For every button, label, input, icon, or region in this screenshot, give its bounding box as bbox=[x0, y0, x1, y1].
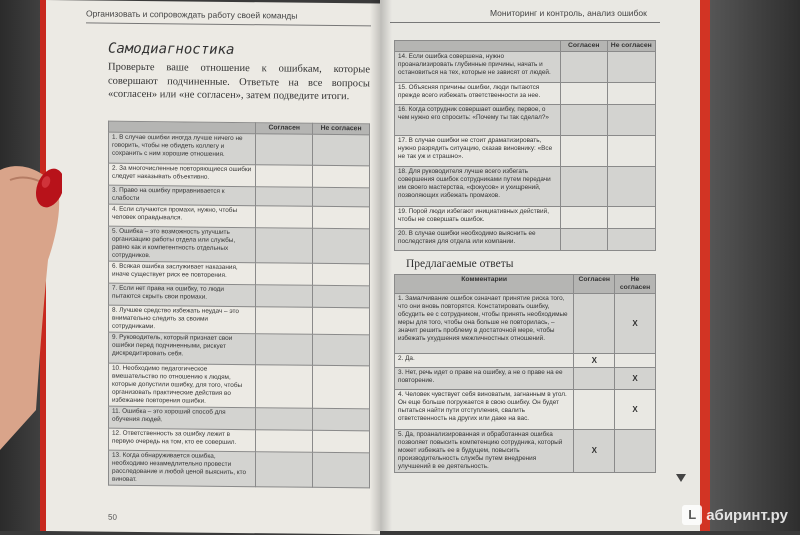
answer-cell bbox=[313, 165, 370, 188]
left-page bbox=[46, 0, 380, 534]
answer-cell bbox=[313, 263, 370, 286]
suggested-answers-table bbox=[394, 274, 656, 473]
left-running-head: Организовать и сопровождать работу своей команды bbox=[86, 8, 298, 21]
answer-cell bbox=[560, 167, 607, 207]
watermark-text: абиринт.ру bbox=[706, 506, 788, 524]
book-gutter-shadow bbox=[370, 0, 392, 531]
table-header-agree: Согласен bbox=[560, 41, 607, 52]
answer-cell bbox=[607, 167, 655, 207]
answers-header-comment: Комментарии bbox=[395, 275, 574, 294]
hand-palm bbox=[0, 166, 59, 450]
answer-disagree-mark bbox=[615, 354, 656, 368]
labirint-watermark bbox=[682, 505, 788, 525]
table-row: 9. Руководитель, который признает свои ошибки перед подчиненными, рискует дискредитировать себя. bbox=[109, 332, 256, 365]
answer-cell bbox=[256, 430, 313, 453]
table-header-question bbox=[395, 41, 561, 52]
answer-agree-mark: X bbox=[574, 430, 615, 473]
table-row: 1. В случае ошибки иногда лучше ничего не говорить, чтобы не обидеть коллегу и сохранить с ним хорошие отношения. bbox=[109, 132, 256, 165]
table-row: 17. В случае ошибки не стоит драматизировать, нужно разрядить ситуацию, сказав виновнику: «Все не так уж и страшно». bbox=[395, 136, 561, 167]
left-intro-text: Проверьте ваше отношение к ошибкам, которые совершают подчиненные. Ответьте на все вопросы «согласен» или «не согласен», затем подведите итоги. bbox=[108, 61, 370, 103]
answer-agree-mark: X bbox=[574, 354, 615, 368]
right-running-head: Мониторинг и контроль, анализ ошибок bbox=[490, 8, 647, 18]
answer-cell bbox=[313, 206, 370, 229]
answer-disagree-mark: X bbox=[615, 390, 656, 430]
answer-cell bbox=[607, 52, 655, 83]
answer-cell bbox=[256, 452, 313, 488]
answer-cell bbox=[256, 307, 313, 335]
answer-cell bbox=[313, 134, 370, 166]
table-row: 10. Необходимо педагогическое вмешательство по отношению к людям, которые допустили ошибку, для того, чтобы организовать практические действия во избежание повторения ошибки. bbox=[109, 363, 256, 408]
right-page bbox=[380, 0, 700, 531]
answer-cell bbox=[560, 207, 607, 229]
answer-disagree-mark: X bbox=[615, 368, 656, 390]
answer-cell bbox=[313, 430, 370, 453]
answer-cell bbox=[560, 229, 607, 251]
hand-image bbox=[0, 150, 62, 450]
answer-cell bbox=[313, 408, 370, 431]
answer-cell bbox=[313, 228, 370, 264]
answer-agree-mark bbox=[574, 368, 615, 390]
answer-cell bbox=[256, 334, 313, 366]
left-header-rule bbox=[86, 22, 371, 26]
answer-cell bbox=[313, 187, 370, 207]
answer-cell bbox=[256, 165, 313, 188]
table-header-disagree: Не согласен bbox=[313, 123, 370, 135]
answer-cell bbox=[560, 105, 607, 136]
table-row: 12. Ответственность за ошибку лежит в первую очередь на том, кто ее совершил. bbox=[109, 428, 256, 452]
table-row: 4. Если случаются промахи, нужно, чтобы человек оправдывался. bbox=[109, 204, 256, 228]
labirint-logo-icon: L bbox=[682, 505, 702, 525]
table-row: 20. В случае ошибки необходимо выяснить ее последствия для отдела или компании. bbox=[395, 229, 561, 251]
answer-row: 3. Нет, речь идет о праве на ошибку, а не о праве на ее повторение. bbox=[395, 368, 574, 390]
answer-row: 4. Человек чувствует себя виноватым, загнанным в угол. Он еще больше погружается в свою ошибку. Он будет пытаться найти пути отступления, свалить ответственность на других или даже на вас. bbox=[395, 390, 574, 430]
answer-cell bbox=[313, 307, 370, 335]
self-diagnostics-table-continued bbox=[394, 40, 656, 251]
answer-cell bbox=[256, 206, 313, 229]
table-row: 18. Для руководителя лучше всего избегать совершения ошибок сотрудниками путем передачи им своего мастерства, «фокусов» и ухищрений, позволяющих избежать промахов. bbox=[395, 167, 561, 207]
answer-row: 2. Да. bbox=[395, 354, 574, 368]
table-row: 2. За многочисленные повторяющиеся ошибки следует наказывать объективно. bbox=[109, 163, 256, 187]
answer-disagree-mark: X bbox=[615, 294, 656, 354]
answer-disagree-mark bbox=[615, 430, 656, 473]
answers-title: Предлагаемые ответы bbox=[406, 258, 514, 270]
table-row: 19. Порой люди избегают инициативных действий, чтобы не совершать ошибок. bbox=[395, 207, 561, 229]
table-row: 3. Право на ошибку приравнивается к слабости bbox=[109, 185, 256, 206]
answers-header-disagree: Не согласен bbox=[615, 275, 656, 294]
answer-agree-mark bbox=[574, 294, 615, 354]
table-row: 7. Если нет права на ошибку, то люди пытаются скрыть свои промахи. bbox=[109, 283, 256, 307]
answer-cell bbox=[256, 365, 313, 409]
answer-agree-mark bbox=[574, 390, 615, 430]
table-row: 14. Если ошибка совершена, нужно проанализировать глубинные причины, начать и остановиться на тех, которые не зависят от людей. bbox=[395, 52, 561, 83]
left-page-number: 50 bbox=[108, 512, 117, 522]
answer-row: 1. Замалчивание ошибок означает принятие риска того, что они вновь повторятся. Констатировать ошибку, обсудить ее с сотрудником, чтобы принять необходимые меры для того, чтобы она больше не повторилась, – значит решить проблему в достаточной мере, чтобы избежать ухудшения межличностных отношений. bbox=[395, 294, 574, 354]
answer-cell bbox=[256, 228, 313, 264]
answer-cell bbox=[256, 134, 313, 166]
answer-cell bbox=[607, 136, 655, 167]
answer-cell bbox=[256, 408, 313, 431]
answer-cell bbox=[313, 365, 370, 409]
answer-cell bbox=[607, 207, 655, 229]
answer-cell bbox=[256, 263, 313, 286]
right-header-rule bbox=[390, 22, 660, 23]
continue-arrow-icon bbox=[676, 474, 686, 482]
self-diagnostics-table bbox=[108, 121, 370, 489]
answer-cell bbox=[256, 187, 313, 207]
table-header-agree: Согласен bbox=[256, 123, 313, 135]
answer-cell bbox=[313, 334, 370, 366]
answer-cell bbox=[607, 83, 655, 105]
answer-cell bbox=[313, 285, 370, 308]
answer-cell bbox=[560, 52, 607, 83]
table-header-disagree: Не согласен bbox=[607, 41, 655, 52]
answer-cell bbox=[607, 105, 655, 136]
background-right bbox=[700, 0, 800, 531]
table-row: 16. Когда сотрудник совершает ошибку, первое, о чем нужно его спросить: «Почему ты так сделал?» bbox=[395, 105, 561, 136]
table-row: 15. Объясняя причины ошибки, люди пытаются прежде всего избежать ответственности за нее. bbox=[395, 83, 561, 105]
answer-row: 5. Да, проанализированная и обработанная ошибка позволяет повысить компетенцию сотрудника, который может избежать ее в будущем, повысить производительность службы путем внедрения улучшений в ее деятельность. bbox=[395, 430, 574, 473]
answers-header-agree: Согласен bbox=[574, 275, 615, 294]
table-row: 6. Всякая ошибка заслуживает наказания, иначе существует риск ее повторения. bbox=[109, 261, 256, 285]
table-row: 13. Когда обнаруживается ошибка, необходимо незамедлительно провести расследование и любой ценой выяснить, кто виноват. bbox=[109, 450, 256, 487]
answer-cell bbox=[560, 83, 607, 105]
table-row: 5. Ошибка – это возможность улучшить организацию работы отдела или службы, равно как и компетентность отдельных сотрудников. bbox=[109, 226, 256, 263]
answer-cell bbox=[560, 136, 607, 167]
table-row: 8. Лучшее средство избежать неудач – это внимательно следить за своими сотрудниками. bbox=[109, 305, 256, 334]
answer-cell bbox=[256, 285, 313, 308]
answer-cell bbox=[313, 452, 370, 488]
answer-cell bbox=[607, 229, 655, 251]
table-row: 11. Ошибка – это хороший способ для обучения людей. bbox=[109, 406, 256, 430]
left-page-title: Самодиагностика bbox=[108, 40, 235, 58]
